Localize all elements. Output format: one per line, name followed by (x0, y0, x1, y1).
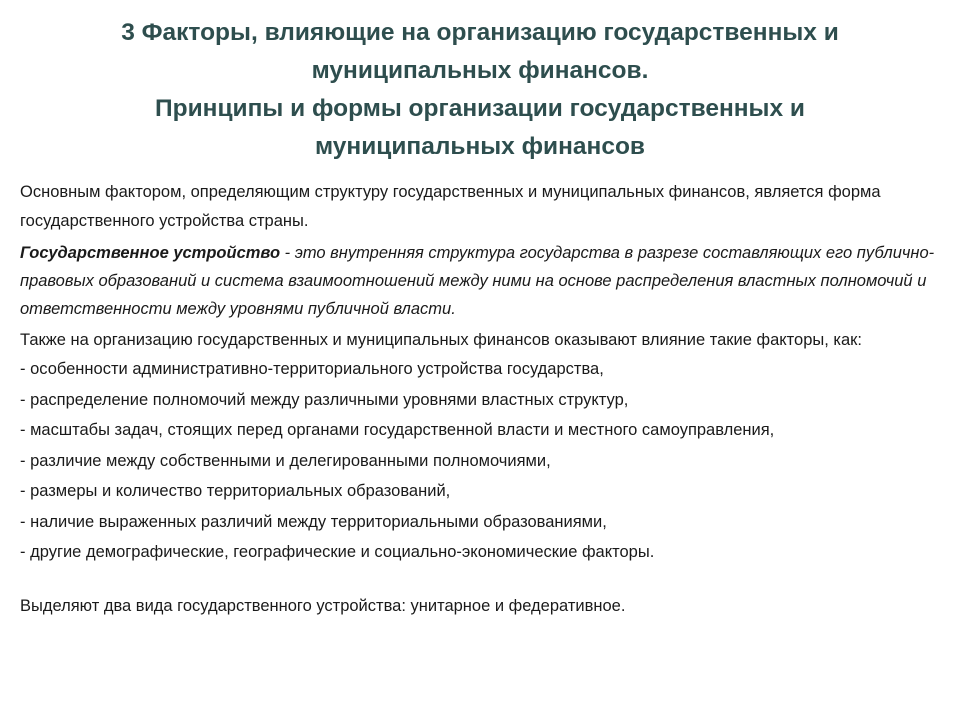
factors-intro: Также на организацию государственных и муниципальных финансов оказывают влияние такие факторы, как: (20, 331, 862, 349)
factors-list (20, 354, 940, 568)
definition-text: - это внутренняя структура государства в разрезе составляющих его публично-правовых образований и система взаимоотношений между ними на основе распределения властных полномочий и ответственности между уровнями публичной власти. (20, 244, 935, 318)
definition-paragraph (20, 239, 940, 323)
title-line-4: муниципальных финансов (315, 133, 645, 160)
conclusion-paragraph: Выделяют два вида государственного устройства: унитарное и федеративное. (20, 596, 626, 615)
definition-term: Государственное устройство (20, 244, 281, 262)
slide-title (40, 14, 920, 166)
list-item: - размеры и количество территориальных образований, (20, 482, 451, 500)
list-item: - особенности административно-территориального устройства государства, (20, 360, 604, 378)
intro-paragraph: Основным фактором, определяющим структуру государственных и муниципальных финансов, является форма государственного устройства страны. (20, 183, 881, 230)
list-item: - различие между собственными и делегированными полномочиями, (20, 451, 551, 470)
list-item: - распределение полномочий между различными уровнями властных структур, (20, 390, 629, 409)
slide-body (20, 178, 940, 620)
title-line-3: Принципы и формы организации государственных и (155, 95, 805, 122)
list-item: - наличие выраженных различий между территориальными образованиями, (20, 512, 607, 531)
list-item: - другие демографические, географические и социально-экономические факторы. (20, 543, 655, 561)
title-line-1: 3 Факторы, влияющие на организацию государственных и (121, 19, 839, 46)
list-item: - масштабы задач, стоящих перед органами государственной власти и местного самоуправления, (20, 421, 775, 439)
title-line-2: муниципальных финансов. (311, 57, 649, 84)
